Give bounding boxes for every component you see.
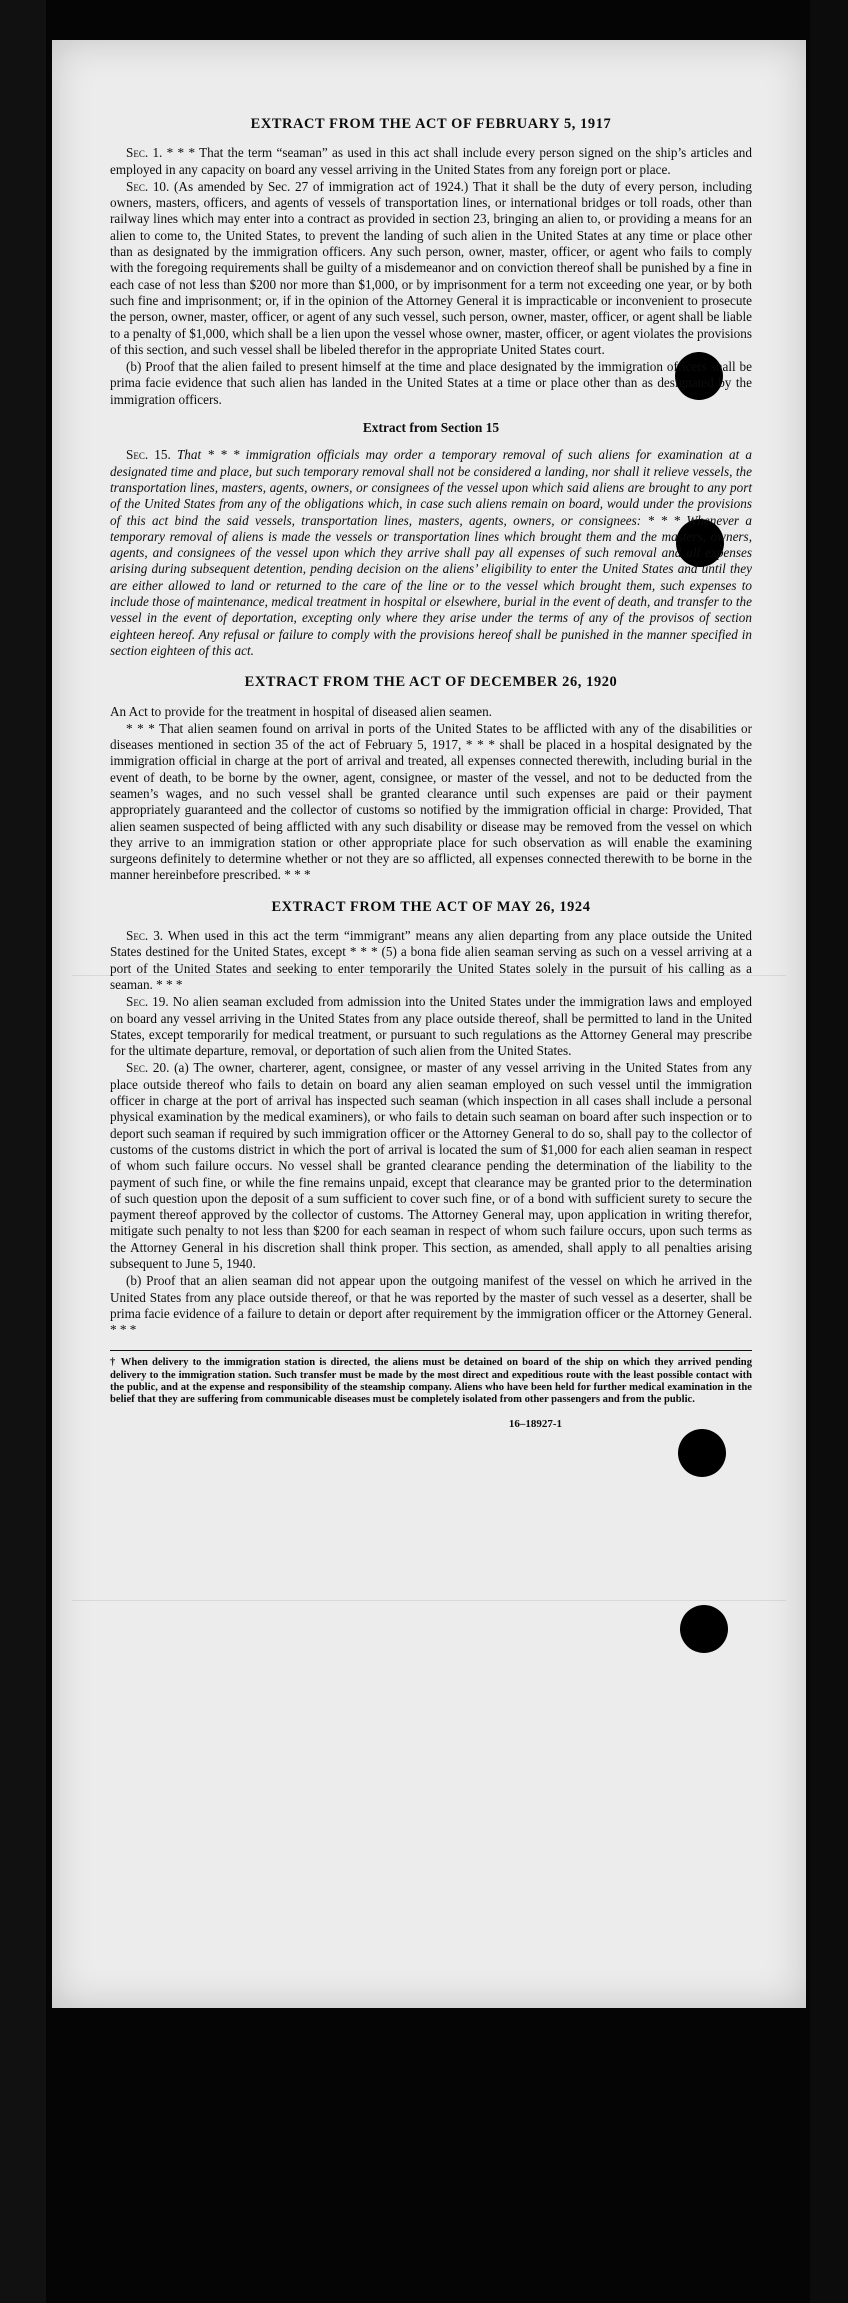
section-1-paragraph [110, 145, 752, 178]
section-10-b-paragraph: (b) Proof that the alien failed to present himself at the time and place designated by the immigration officers shall be prima facie evidence that such alien has landed in the United States at a time or place other than as designated by the immigration officers. [110, 359, 752, 407]
section-label: Sec. 20. [126, 1060, 170, 1076]
section-20-paragraph [110, 1060, 752, 1272]
document-page [52, 40, 806, 2008]
fold-line [72, 1600, 786, 1601]
section-text: No alien seaman excluded from admission into the United States under the immigration laws and employed on board any vessel arriving in the United States from any place outside thereof, shall be permitted to land in the United States, except temporarily for medical treatment, or pursuant to such regulations as the Attorney General may prescribe for the ultimate departure, removal, or deportation of such alien from the United States. [110, 994, 752, 1059]
section-text: * * * That the term “seaman” as used in this act shall include every person signed on the ship’s articles and employed in any capacity on board any vessel arriving in the United States from any foreign port or place. [110, 145, 752, 177]
section-15-paragraph [110, 447, 752, 659]
punch-hole [678, 1429, 726, 1477]
section-text: That * * * immigration officials may order a temporary removal of such aliens for examination at a designated time and place, but such temporary removal shall not be considered a landing, nor shall it relieve vessels, the transportation lines, masters, agents, owners, or consignees of the vessel upon which said aliens are brought to any port of the United States from any of the obligations which, in case such aliens remain on board, would under the provisions of this act bind the said vessels, transportation lines, masters, agents, owners, or consignees: * * * Whenever a temporary removal of aliens is made the vessels or transportation lines which brought them and the masters, owners, agents, and consignees of the vessel upon which they arrive shall pay all expenses of such removal and all expenses arising during subsequent detention, pending decision on the aliens’ eligibility to enter the United States and until they are either allowed to land or returned to the care of the line or to the vessel which brought them, such expenses to include those of maintenance, medical treatment in hospital or elsewhere, burial in the event of death, and transfer to the vessel in the event of deportation, excepting only where they arise under the terms of any of the provisos of section eighteen hereof. Any refusal or failure to comply with the provisions hereof shall be punished in the manner specified in section eighteen of this act. [110, 447, 752, 658]
section-20-b-paragraph: (b) Proof that an alien seaman did not appear upon the outgoing manifest of the vessel on which he arrived in the United States from any place outside thereof, or that he was reported by the master of such vessel as a deserter, shall be prima facie evidence of a failure to detain or deport after requirement by the immigration officer or the Attorney General. * * * [110, 1273, 752, 1338]
section-10-paragraph [110, 179, 752, 358]
section-label: Sec. 15. [126, 447, 171, 463]
footnote: † When delivery to the immigration station is directed, the aliens must be detained on board of the ship on which they arrived pending delivery to the immigration station. Such transfer must be made by the most direct and expeditious route with the least possible contact with the public, and at the expense and responsibility of the steamship company. Aliens who have been held for further medical examination in the belief that they are suffering from communicable diseases must be completely isolated from other passengers and from the public. [110, 1357, 752, 1406]
section-text: When used in this act the term “immigrant” means any alien departing from any place outside the United States destined for the United States, except * * * (5) a bona fide alien seaman serving as such on a vessel arriving at a port of the United States and seeking to enter temporarily the United States solely in the pursuit of his calling as a seaman. * * * [110, 928, 752, 992]
section-label: Sec. 10. [126, 178, 170, 194]
section-3-paragraph [110, 928, 752, 993]
punch-hole [680, 1605, 728, 1653]
scan-border-right [810, 0, 848, 2303]
document-body [110, 116, 752, 1433]
heading-section-15: Extract from Section 15 [362, 420, 500, 436]
section-text: (a) The owner, charterer, agent, consignee, or master of any vessel arriving in the United States from any place outside thereof who fails to detain on board any alien seaman employed on such vessel until the immigration officer in charge at the port of arrival has inspected such seaman (which inspection in all cases shall include a personal physical examination by the medical examiners), or who fails to detain such seaman on board after such inspection or to deport such seaman if required by such immigration officer or the Attorney General to do so, shall pay to the collector of customs of the customs district in which the port of arrival is located the sum of $1,000 for each alien seaman in respect of whom such failure occurs. No vessel shall be granted clearance pending the determination of the liability to the payment of such fine, or while the fine remains unpaid, except that clearance may be granted prior to the determination of such question upon the deposit of a sum sufficient to cover such fine, or of a bond with sufficient surety to secure the payment thereof approved by the collector of customs. The Attorney General may, upon application in writing therefor, mitigate such penalty to not less than $200 for each seaman in respect of whom such failure occurs, upon such terms as the Attorney General in his discretion shall think proper. This section, as amended, shall apply to all penalties arising subsequent to June 5, 1940. [110, 1060, 752, 1271]
act-1920-paragraph: * * * That alien seamen found on arrival in ports of the United States to be afflicted with any of the disabilities or diseases mentioned in section 35 of the act of February 5, 1917, * * * shall be placed in a hospital designated by the immigration official in charge at the port of arrival and treated, all expenses connected therewith, including burial in the event of death, to be borne by the owner, agent, consignee, or master of the vessel, and not to be deducted from the seamen’s wages, and no such vessel shall be granted clearance until such expenses are paid or their payment appropriately guaranteed and the collector of customs so notified by the immigration official in charge: Provided, That alien seamen suspected of being afflicted with any such disability or disease may be removed from the vessel on which they arrive to an immigration station or other appropriate place for such observation as will enable the examining surgeons definitely to determine whether or not they are so afflicted, all expenses connected therewith to be borne in the manner hereinbefore prescribed. * * * [110, 720, 752, 883]
scan-border-left [0, 0, 46, 2303]
section-19-paragraph [110, 994, 752, 1059]
section-label: Sec. 3. [126, 928, 164, 944]
form-number: 16–18927-1 [508, 1418, 562, 1431]
heading-act-1924: EXTRACT FROM THE ACT OF MAY 26, 1924 [271, 898, 591, 915]
section-label: Sec. 19. [126, 994, 169, 1010]
section-label: Sec. 1. [126, 145, 163, 161]
section-text: (As amended by Sec. 27 of immigration act of 1924.) That it shall be the duty of every person, including owners, masters, officers, and agents of vessels of transportation lines, or international bridges or toll roads, other than railway lines which may enter into a contract as provided in section 23, bringing an alien to, or providing a means for an alien to come to, the United States, to prevent the landing of such alien in the United States at any time or place other than as designated by the immigration officers. Any such person, owner, master, officer, or agent who fails to comply with the foregoing requirements shall be guilty of a misdemeanor and on conviction thereof shall be punished by a fine in each case of not less than $200 nor more than $1,000, or by imprisonment for a term not exceeding one year, or by both such fine and imprisonment; or, if in the opinion of the Attorney General it is impracticable or inconvenient to prosecute the person, owner, master, officer, or agent of any such vessel, such person, owner, master, officer, or agent shall be liable to a penalty of $1,000, which shall be a lien upon the vessel whose owner, master, officer, or agent violates the provisions of this section, and such vessel shall be libeled therefor in the appropriate United States court. [110, 178, 752, 357]
act-1920-intro: An Act to provide for the treatment in hospital of diseased alien seamen. [110, 703, 492, 719]
heading-act-1917: EXTRACT FROM THE ACT OF FEBRUARY 5, 1917 [250, 116, 612, 132]
heading-act-1920: EXTRACT FROM THE ACT OF DECEMBER 26, 1920 [244, 674, 618, 691]
footnote-divider [110, 1350, 752, 1351]
